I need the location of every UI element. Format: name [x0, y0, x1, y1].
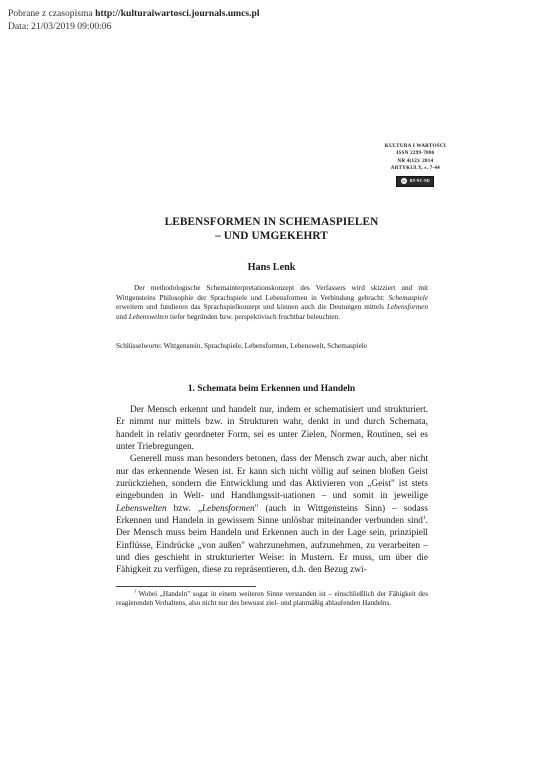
paragraph-text: Generell muss man besonders betonen, dass der Mensch zwar auch, aber nicht nur das erkennende Wesen ist. Er kann sich nicht völlig auf seinen bloßen Geist zurückziehen, sondern die Entwicklung und das Aktivieren von „Geist" ist stets eingebunden in Welt- und Handlungssit-uationen – und somit in jeweilige: [116, 454, 428, 502]
article-title: [0, 216, 543, 243]
download-date: Data: 21/03/2019 09:00:06: [8, 21, 112, 32]
footnote-number: 1: [134, 588, 137, 594]
journal-issue: NR 4(12)/ 2014: [397, 157, 434, 164]
body-text: [116, 404, 428, 577]
title-line-1: LEBENSFORMEN IN SCHEMASPIELEN: [164, 216, 379, 228]
footnote-divider: [116, 586, 256, 587]
paragraph-emphasis: Lebensformen: [201, 503, 255, 514]
paragraph-emphasis: Lebenswelten: [116, 503, 167, 514]
journal-url-link[interactable]: http://kulturaiwartosci.journals.umcs.pl: [95, 8, 260, 19]
footnote: [116, 590, 428, 609]
paragraph: [116, 453, 428, 576]
journal-articles: ARTYKUŁY, s. 7-44: [390, 165, 440, 172]
footnote-text: Wobei „Handeln" sogar in einem weiteren Sinne verstanden ist – einschließlich der Fähigkeit des reagierenden Verhaltens, also nicht nur des bewusst ziel- und planmäßig ablaufenden Handelns.: [116, 590, 428, 608]
download-source-label: Pobrane z czasopisma: [8, 8, 96, 19]
paragraph-text: . Der Mensch muss beim Handeln und Erkennen auch in der Lage sein, prinzipiell Einflüsse, Eindrücke „von außen" wahrzunehmen, aufzunehmen, zu verarbeiten – und dies geschieht in strukturierter Weise: in Mustern. Er muss, um über die Fähigkeit zu verfügen, diese zu repräsentieren, d.h. den Bezug zwi-: [116, 516, 428, 576]
author-name: Hans Lenk: [247, 262, 296, 273]
license-text: BY-NC-ND: [409, 179, 430, 184]
download-info: [8, 7, 260, 33]
abstract-text: erweitern und fundieren das Sprachspielkonzept und können auch die Deutungen mittels: [116, 303, 387, 312]
abstract-emphasis: Schemaspiele: [388, 293, 428, 302]
paragraph-text: " (auch in Wittgensteins Sinn) – sodass Erkennen und Handeln in gewissem Sinne unlösbar miteinander verbunden sind: [116, 503, 428, 527]
abstract-emphasis: Lebensformen: [386, 303, 428, 312]
paragraph-text: bzw. „: [166, 503, 202, 514]
keywords: Schlüsselworte: Wittgenstein, Sprachspiele, Lebensformen, Lebenswelt, Schemaspiele: [116, 342, 368, 350]
abstract-text: Der methodologische Schemainterpretationskonzept des Verfassers wird skizziert und mit Wittgensteins Philosophie der Sprachspiele und Lebensformen in Verbindung gebracht:: [116, 284, 428, 302]
paragraph: Der Mensch erkennt und handelt nur, indem er schematisiert und strukturiert. Er nimmt nur mittels bzw. in Strukturen wahr, denkt in und durch Schemata, handelt in relativ geordneter Form, sei es unter Zielen, Normen, Routinen, sei es unter Triebregungen.: [116, 405, 428, 453]
title-line-2: – UND UMGEKEHRT: [215, 229, 328, 242]
journal-name: KULTURA I WARTOŚCI: [384, 143, 446, 149]
abstract-emphasis: Lebenswelten: [128, 312, 169, 321]
abstract-text: und: [116, 312, 129, 321]
journal-issn: ISSN 2299-7806: [396, 150, 435, 157]
abstract-text: tiefer begründen bzw. perspektivisch fruchtbar beleuchten.: [168, 312, 341, 321]
download-source-line: [8, 7, 260, 20]
abstract: [116, 284, 428, 322]
section-heading: 1. Schemata beim Erkennen und Handeln: [187, 384, 356, 394]
cc-license-icon: cc BY-NC-ND: [396, 176, 434, 187]
footnote-ref[interactable]: 1: [422, 515, 426, 521]
journal-info: [385, 143, 446, 187]
